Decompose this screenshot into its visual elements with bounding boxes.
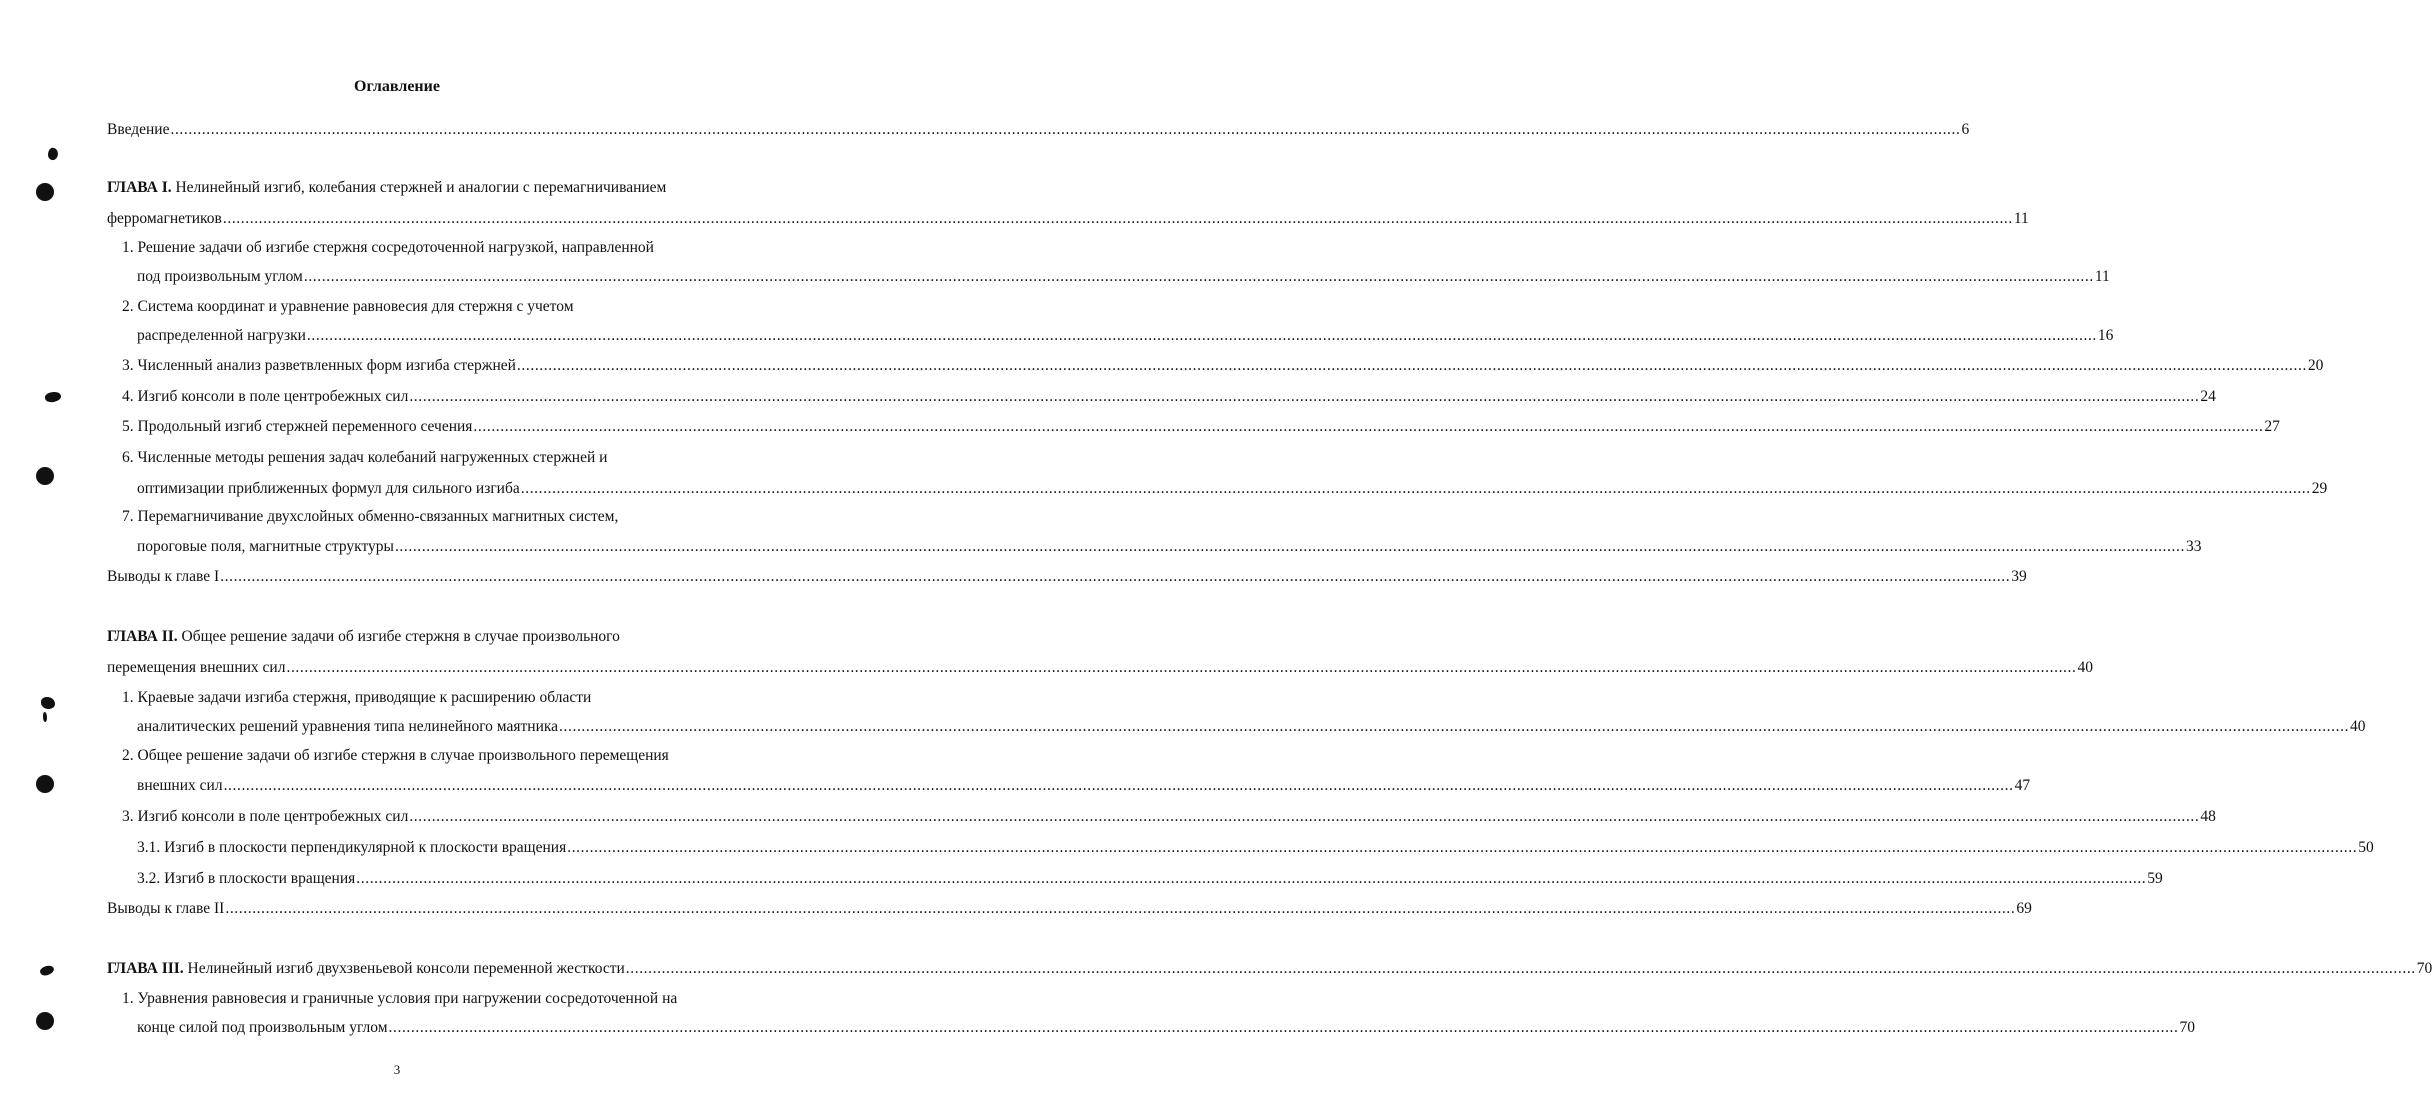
toc-entry-text: 7. Перемагничивание двухслойных обменно-связанных магнитных систем, — [122, 508, 619, 525]
toc-entry-text: 1. Уравнения равновесия и граничные условия при нагружении сосредоточенной на — [122, 990, 678, 1007]
toc-leader-dots: ................................................................................................................................................................................................................................................................................................................................................................................................................ — [409, 808, 2200, 825]
toc-entry-text: 3. Изгиб консоли в поле центробежных сил — [122, 808, 409, 825]
chapter-title: Нелинейный изгиб двухзвеньевой консоли переменной жесткости — [183, 960, 625, 977]
binder-hole-mark — [36, 467, 54, 485]
toc-entry-text: 1. Решение задачи об изгибе стержня сосредоточенной нагрузкой, направленной — [122, 239, 654, 256]
toc-entry-text: Выводы к главе II — [107, 900, 225, 917]
toc-entry-2-2 — [122, 745, 669, 767]
toc-entry-1-7-cont — [137, 536, 2202, 558]
ink-blot-mark — [46, 147, 60, 162]
ink-blot-mark — [39, 963, 55, 977]
toc-entry-3-1-cont — [137, 1017, 2196, 1039]
toc-entry-chapter-2-cont — [107, 657, 2093, 679]
toc-page-number: 40 — [2350, 718, 2366, 735]
toc-entry-text: внешних сил — [137, 777, 223, 794]
toc-page-number: 47 — [2014, 777, 2031, 794]
ink-blot-mark — [41, 697, 55, 709]
toc-page-number: 11 — [2094, 268, 2110, 285]
toc-entry-text: 6. Численные методы решения задач колебаний нагруженных стержней и — [122, 449, 608, 466]
toc-entry-text: 3.2. Изгиб в плоскости вращения — [137, 870, 356, 887]
toc-entry-1-3 — [122, 355, 2324, 377]
toc-entry-text: Введение — [107, 121, 170, 138]
toc-page-number: 70 — [2179, 1019, 2196, 1036]
toc-entry-text: Общее решение задачи об изгибе стержня в случае произвольного — [177, 628, 620, 645]
toc-entry-1-5 — [122, 416, 2280, 438]
binder-hole-mark — [36, 1012, 54, 1030]
toc-leader-dots: ................................................................................................................................................................................................................................................................................................................................................................................................................ — [306, 327, 2097, 344]
toc-leader-dots: ................................................................................................................................................................................................................................................................................................................................................................................................................ — [520, 480, 2311, 497]
toc-entry-1-1 — [122, 237, 654, 259]
toc-page-number: 6 — [1961, 121, 1970, 138]
toc-entry-1-2-cont — [137, 325, 2114, 347]
page-number: 3 — [393, 1062, 401, 1077]
toc-page-number: 39 — [2011, 568, 2027, 585]
toc-entry-1-7 — [122, 506, 618, 528]
toc-entry-text: 2. Общее решение задачи об изгибе стержня в случае произвольного перемещения — [122, 747, 669, 764]
toc-entry-2-2-cont — [137, 775, 2031, 797]
toc-entry-text: под произвольным углом — [137, 268, 303, 285]
toc-leader-dots: ................................................................................................................................................................................................................................................................................................................................................................................................................ — [170, 121, 1961, 138]
toc-page-number: 11 — [2013, 210, 2029, 227]
toc-entry-text: 3.1. Изгиб в плоскости перпендикулярной к плоскости вращения — [137, 839, 567, 856]
toc-page-number: 20 — [2307, 357, 2324, 374]
toc-entry-2-3-2 — [137, 868, 2163, 890]
toc-page-number: 69 — [2016, 900, 2032, 917]
toc-chapter-3-heading — [107, 958, 2432, 980]
toc-entry-1-1-cont — [137, 266, 2110, 288]
toc-entry-text: оптимизации приближенных формул для сильного изгиба — [137, 480, 520, 497]
toc-entry-text: 3. Численный анализ разветвленных форм изгиба стержней — [122, 357, 516, 374]
toc-entry-chapter-1-cont — [107, 208, 2029, 230]
toc-leader-dots: ................................................................................................................................................................................................................................................................................................................................................................................................................ — [388, 1019, 2179, 1036]
toc-entry-1-6-cont — [137, 478, 2328, 500]
toc-entry-1-2 — [122, 296, 574, 318]
binder-hole-mark — [36, 183, 54, 201]
toc-leader-dots: ................................................................................................................................................................................................................................................................................................................................................................................................................ — [225, 900, 2016, 917]
toc-chapter-1-heading — [107, 177, 666, 199]
ink-blot-mark — [43, 712, 47, 722]
toc-leader-dots: ................................................................................................................................................................................................................................................................................................................................................................................................................ — [567, 839, 2358, 856]
toc-leader-dots: ................................................................................................................................................................................................................................................................................................................................................................................................................ — [473, 418, 2264, 435]
toc-page-number: 70 — [2416, 960, 2432, 977]
toc-entry-text: 1. Краевые задачи изгиба стержня, приводящие к расширению области — [122, 689, 592, 706]
toc-entry-2-1-cont — [137, 716, 2366, 738]
toc-entry-text: Выводы к главе I — [107, 568, 220, 585]
toc-entry-text: ферромагнетиков — [107, 210, 222, 227]
toc-leader-dots: ................................................................................................................................................................................................................................................................................................................................................................................................................ — [222, 210, 2013, 227]
toc-page-number: 48 — [2200, 808, 2216, 825]
toc-entry-text: пороговые поля, магнитные структуры — [137, 538, 394, 555]
toc-leader-dots: ................................................................................................................................................................................................................................................................................................................................................................................................................ — [356, 870, 2147, 887]
toc-entry-2-3 — [122, 806, 2216, 828]
toc-page-number: 59 — [2147, 870, 2163, 887]
toc-chapter-2-heading — [107, 626, 620, 648]
toc-page-number: 24 — [2200, 388, 2216, 405]
toc-leader-dots: ................................................................................................................................................................................................................................................................................................................................................................................................................ — [516, 357, 2307, 374]
toc-page-number: 50 — [2358, 839, 2374, 856]
chapter-label: ГЛАВА III. — [107, 960, 184, 977]
toc-leader-dots: ................................................................................................................................................................................................................................................................................................................................................................................................................ — [303, 268, 2094, 285]
toc-leader-dots: ................................................................................................................................................................................................................................................................................................................................................................................................................ — [220, 568, 2011, 585]
toc-page-number: 27 — [2264, 418, 2280, 435]
toc-leader-dots: ................................................................................................................................................................................................................................................................................................................................................................................................................ — [559, 718, 2350, 735]
toc-leader-dots: ................................................................................................................................................................................................................................................................................................................................................................................................................ — [409, 388, 2200, 405]
toc-page-number: 29 — [2311, 480, 2328, 497]
toc-entry-text: распределенной нагрузки — [137, 327, 306, 344]
toc-page-number: 33 — [2185, 538, 2202, 555]
toc-entry-text: 2. Система координат и уравнение равновесия для стержня с учетом — [122, 298, 574, 315]
toc-entry-1-6 — [122, 447, 607, 469]
toc-page-number: 40 — [2077, 659, 2093, 676]
toc-entry-text: аналитических решений уравнения типа нелинейного маятника — [137, 718, 559, 735]
toc-leader-dots: ................................................................................................................................................................................................................................................................................................................................................................................................................ — [625, 960, 2416, 977]
toc-entry-text: 5. Продольный изгиб стержней переменного сечения — [122, 418, 473, 435]
toc-leader-dots: ................................................................................................................................................................................................................................................................................................................................................................................................................ — [286, 659, 2077, 676]
toc-entry-text: перемещения внешних сил — [107, 659, 286, 676]
toc-entry-conclusions-1 — [107, 566, 2027, 588]
toc-entry-text — [107, 958, 625, 980]
chapter-label: ГЛАВА II. — [107, 628, 178, 645]
toc-entry-2-3-1 — [137, 837, 2374, 859]
toc-entry-3-1 — [122, 988, 677, 1010]
toc-entry-2-1 — [122, 687, 591, 709]
toc-entry-text: 4. Изгиб консоли в поле центробежных сил — [122, 388, 409, 405]
binder-hole-mark — [36, 775, 54, 793]
toc-entry-text: конце силой под произвольным углом — [137, 1019, 388, 1036]
toc-leader-dots: ................................................................................................................................................................................................................................................................................................................................................................................................................ — [223, 777, 2014, 794]
ink-blot-mark — [44, 390, 62, 404]
page-title: Оглавление — [354, 78, 440, 95]
toc-entry-conclusions-2 — [107, 898, 2032, 920]
chapter-label: ГЛАВА I. — [107, 179, 172, 196]
toc-leader-dots: ................................................................................................................................................................................................................................................................................................................................................................................................................ — [394, 538, 2185, 555]
toc-entry-text: Нелинейный изгиб, колебания стержней и аналогии с перемагничиванием — [171, 179, 667, 196]
toc-page-number: 16 — [2097, 327, 2114, 344]
toc-entry-introduction — [107, 119, 1970, 141]
toc-entry-1-4 — [122, 386, 2216, 408]
